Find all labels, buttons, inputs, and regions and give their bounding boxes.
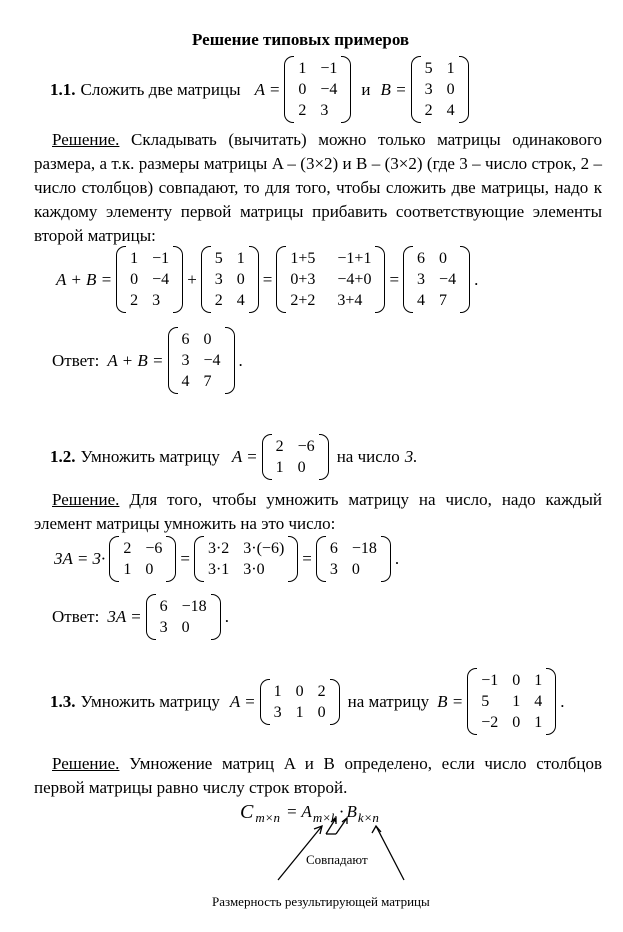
- ex1-b-cell: 3: [424, 81, 433, 98]
- ex1-result-cell: 4: [417, 292, 426, 309]
- ex3-b-cell: 0: [512, 714, 521, 731]
- ex1-eq-b-cell: 5: [214, 250, 223, 267]
- ex2-answer-cell: 3: [159, 619, 168, 636]
- ex1-eq-b-cell: 0: [236, 271, 245, 288]
- ex1-result-cell: 3: [417, 271, 426, 288]
- ex1-eq-b-cell: 1: [236, 250, 245, 267]
- ex1-eq-lhs: A + B =: [56, 269, 113, 289]
- ex1-eq-a-cell: 2: [130, 292, 139, 309]
- ex1-result-cell: 7: [439, 292, 448, 309]
- ex3-b-cell: 1: [534, 672, 543, 689]
- ex1-eq-a-cell: 1: [130, 250, 139, 267]
- ex2-eq-a-cell: 1: [123, 561, 132, 578]
- ex3-b-cell: 1: [534, 714, 543, 731]
- formula-dot: ·: [338, 802, 345, 821]
- ex2-prod-cell: 3·0: [243, 561, 265, 578]
- ex2-prod-cell: 3·1: [207, 561, 230, 578]
- ex1-eq-b-cell: 2: [214, 292, 223, 309]
- ex2-a-cell: 0: [297, 459, 306, 476]
- ex3-solution-text: Умножение матриц A и B определено, если число столбцов первой матрицы равно числу строк второй.: [34, 754, 602, 797]
- ex3-solution-word: Решение.: [52, 754, 120, 773]
- arrow-c-right: [376, 826, 404, 880]
- ex2-task-text: Умножить матрицу: [80, 447, 220, 466]
- ex2-eq-a-cell: 2: [123, 540, 132, 557]
- ex2-result-cell: 0: [351, 561, 360, 578]
- ex2-answer-lhs: 3A =: [107, 607, 142, 626]
- ex1-b-cell: 0: [446, 81, 455, 98]
- ex2-number: 1.2.: [50, 447, 76, 466]
- ex2-eq-lhs: 3A = 3·: [54, 549, 106, 568]
- arrow-match-left: [326, 818, 336, 834]
- ex1-a-cell: 2: [298, 102, 307, 119]
- ex2-a-cell: −6: [297, 438, 315, 455]
- ex2-result-cell: −18: [351, 540, 377, 557]
- formula-a-sub: m×k: [312, 810, 337, 825]
- ex1-equation: A + B = 1 −1 0 −4 2 3 + 5 1 3 0 2 4 = 1+5 −1+1 0+3 −4+0 2+2 3+4 = 6 0 3 −4 4 7 .: [52, 246, 482, 313]
- ex3-task-text: Умножить матрицу: [80, 691, 220, 711]
- ex1-sum-cell: 1+5: [290, 250, 316, 267]
- ex1-sum-cell: 2+2: [290, 292, 316, 309]
- ex3-b-cell: 0: [512, 672, 521, 689]
- ex2-prod-cell: 3·2: [207, 540, 230, 557]
- ex1-result-cell: 6: [417, 250, 426, 267]
- formula-b: B: [346, 802, 357, 821]
- formula-eq-a: = A: [286, 802, 312, 821]
- ex1-solution-word: Решение.: [52, 130, 120, 149]
- ex3-b-label: B =: [437, 691, 464, 711]
- ex3-b-cell: −2: [481, 714, 499, 731]
- ex1-b-cell: 4: [446, 102, 455, 119]
- ex1-a-cell: −1: [320, 60, 338, 77]
- ex3-b-cell: 1: [512, 693, 521, 710]
- label-dimension: Размерность результирующей матрицы: [212, 894, 430, 909]
- ex3-number: 1.3.: [50, 691, 76, 711]
- ex1-a-cell: 0: [298, 81, 307, 98]
- ex1-b-cell: 5: [424, 60, 433, 77]
- ex1-eq-b-cell: 4: [236, 292, 245, 309]
- ex1-solution-text: Складывать (вычитать) можно только матрицы одинакового размера, а т.к. размеры матрицы A – (3×2) и B – (3×2) (где 3 – число строк, 2 – число столбцов) совпадают, то для того, чтобы сложить две матрицы, надо к каждому элементу первой матрицы прибавить соответствующие элементы второй матрицы:: [34, 130, 602, 245]
- ex2-result-cell: 6: [329, 540, 338, 557]
- ex1-a-label: A =: [254, 79, 281, 99]
- ex2-answer: Ответ: 3A = 6 −18 3 0 .: [52, 594, 233, 640]
- ex1-sum-cell: −4+0: [337, 271, 372, 288]
- ex2-a-cell: 1: [275, 459, 284, 476]
- ex2-answer-label: Ответ:: [52, 607, 100, 626]
- ex2-answer-cell: 0: [181, 619, 190, 636]
- ex2-eq-a-cell: 0: [145, 561, 154, 578]
- ex2-eq-a-cell: −6: [145, 540, 163, 557]
- ex1-eq-a-cell: −1: [152, 250, 170, 267]
- ex1-answer-cell: 4: [181, 373, 190, 390]
- formula-c-sub: m×n: [255, 810, 281, 825]
- ex1-eq-a-cell: 3: [152, 292, 161, 309]
- ex3-mid-text: на матрицу: [347, 691, 430, 711]
- ex3-a-cell: 0: [317, 703, 326, 721]
- ex2-equation: 3A = 3· 2 −6 1 0 = 3·2 3·(−6) 3·1 3·0 = 6 −18 3 0 .: [50, 536, 403, 582]
- ex1-answer-cell: 6: [181, 331, 190, 348]
- ex1-b-cell: 2: [424, 102, 433, 119]
- ex1-answer-lhs: A + B =: [107, 350, 164, 370]
- ex2-answer-cell: −18: [181, 598, 207, 615]
- ex2-result-cell: 3: [329, 561, 338, 578]
- ex2-solution-text: Для того, чтобы умножить матрицу на число, надо каждый элемент матрицы умножить на это число:: [34, 490, 602, 533]
- ex1-a-cell: 3: [320, 102, 329, 119]
- ex3-a-cell: 1: [273, 682, 282, 700]
- ex3-task: 1.3. Умножить матрицу A = 1 0 2 3 1 0 на матрицу B = −1 0 1 5 1 4 −2 0 1 .: [50, 668, 569, 735]
- ex1-answer-cell: 7: [203, 373, 212, 390]
- ex1-answer: Ответ: A + B = 6 0 3 −4 4 7 .: [52, 327, 247, 394]
- ex1-result-cell: 0: [439, 250, 448, 267]
- ex3-a-cell: 2: [317, 682, 326, 700]
- page-title: Решение типовых примеров: [192, 30, 410, 49]
- ex3-b-cell: −1: [481, 672, 499, 689]
- ex3-a-cell: 3: [273, 703, 282, 721]
- ex1-sum-cell: 3+4: [337, 292, 363, 309]
- ex1-b-cell: 1: [446, 60, 455, 77]
- ex1-number: 1.1.: [50, 79, 76, 99]
- ex1-and: и: [361, 79, 371, 99]
- ex1-a-cell: −4: [320, 81, 338, 98]
- ex1-b-label: B =: [380, 79, 407, 99]
- ex3-a-cell: 1: [295, 703, 304, 721]
- ex3-a-cell: 0: [295, 682, 304, 700]
- ex3-b-cell: 4: [534, 693, 543, 710]
- ex3-b-cell: 5: [481, 693, 490, 710]
- ex2-a-label: A =: [231, 447, 258, 466]
- ex1-answer-cell: −4: [203, 352, 221, 369]
- ex1-task-text: Сложить две матрицы: [80, 79, 241, 99]
- ex1-eq-b-cell: 3: [214, 271, 223, 288]
- ex1-answer-label: Ответ:: [52, 350, 100, 370]
- ex3-a-label: A =: [229, 691, 256, 711]
- formula-b-sub: k×n: [357, 810, 379, 825]
- ex2-answer-cell: 6: [159, 598, 168, 615]
- ex1-eq-a-cell: −4: [152, 271, 170, 288]
- formula-c: C: [240, 801, 254, 823]
- ex2-a-cell: 2: [275, 438, 284, 455]
- ex2-tail-text: на число: [336, 447, 400, 466]
- ex1-answer-cell: 0: [203, 331, 212, 348]
- arrow-match-right: [336, 818, 347, 834]
- ex1-eq-a-cell: 0: [130, 271, 139, 288]
- ex2-scalar: 3.: [404, 447, 418, 466]
- ex1-result-cell: −4: [439, 271, 457, 288]
- label-match: Совпадают: [306, 852, 368, 867]
- ex2-prod-cell: 3·(−6): [243, 540, 285, 557]
- ex1-sum-cell: 0+3: [290, 271, 316, 288]
- ex1-a-cell: 1: [298, 60, 307, 77]
- ex2-solution-word: Решение.: [52, 490, 120, 509]
- ex1-answer-cell: 3: [181, 352, 190, 369]
- ex1-sum-cell: −1+1: [337, 250, 372, 267]
